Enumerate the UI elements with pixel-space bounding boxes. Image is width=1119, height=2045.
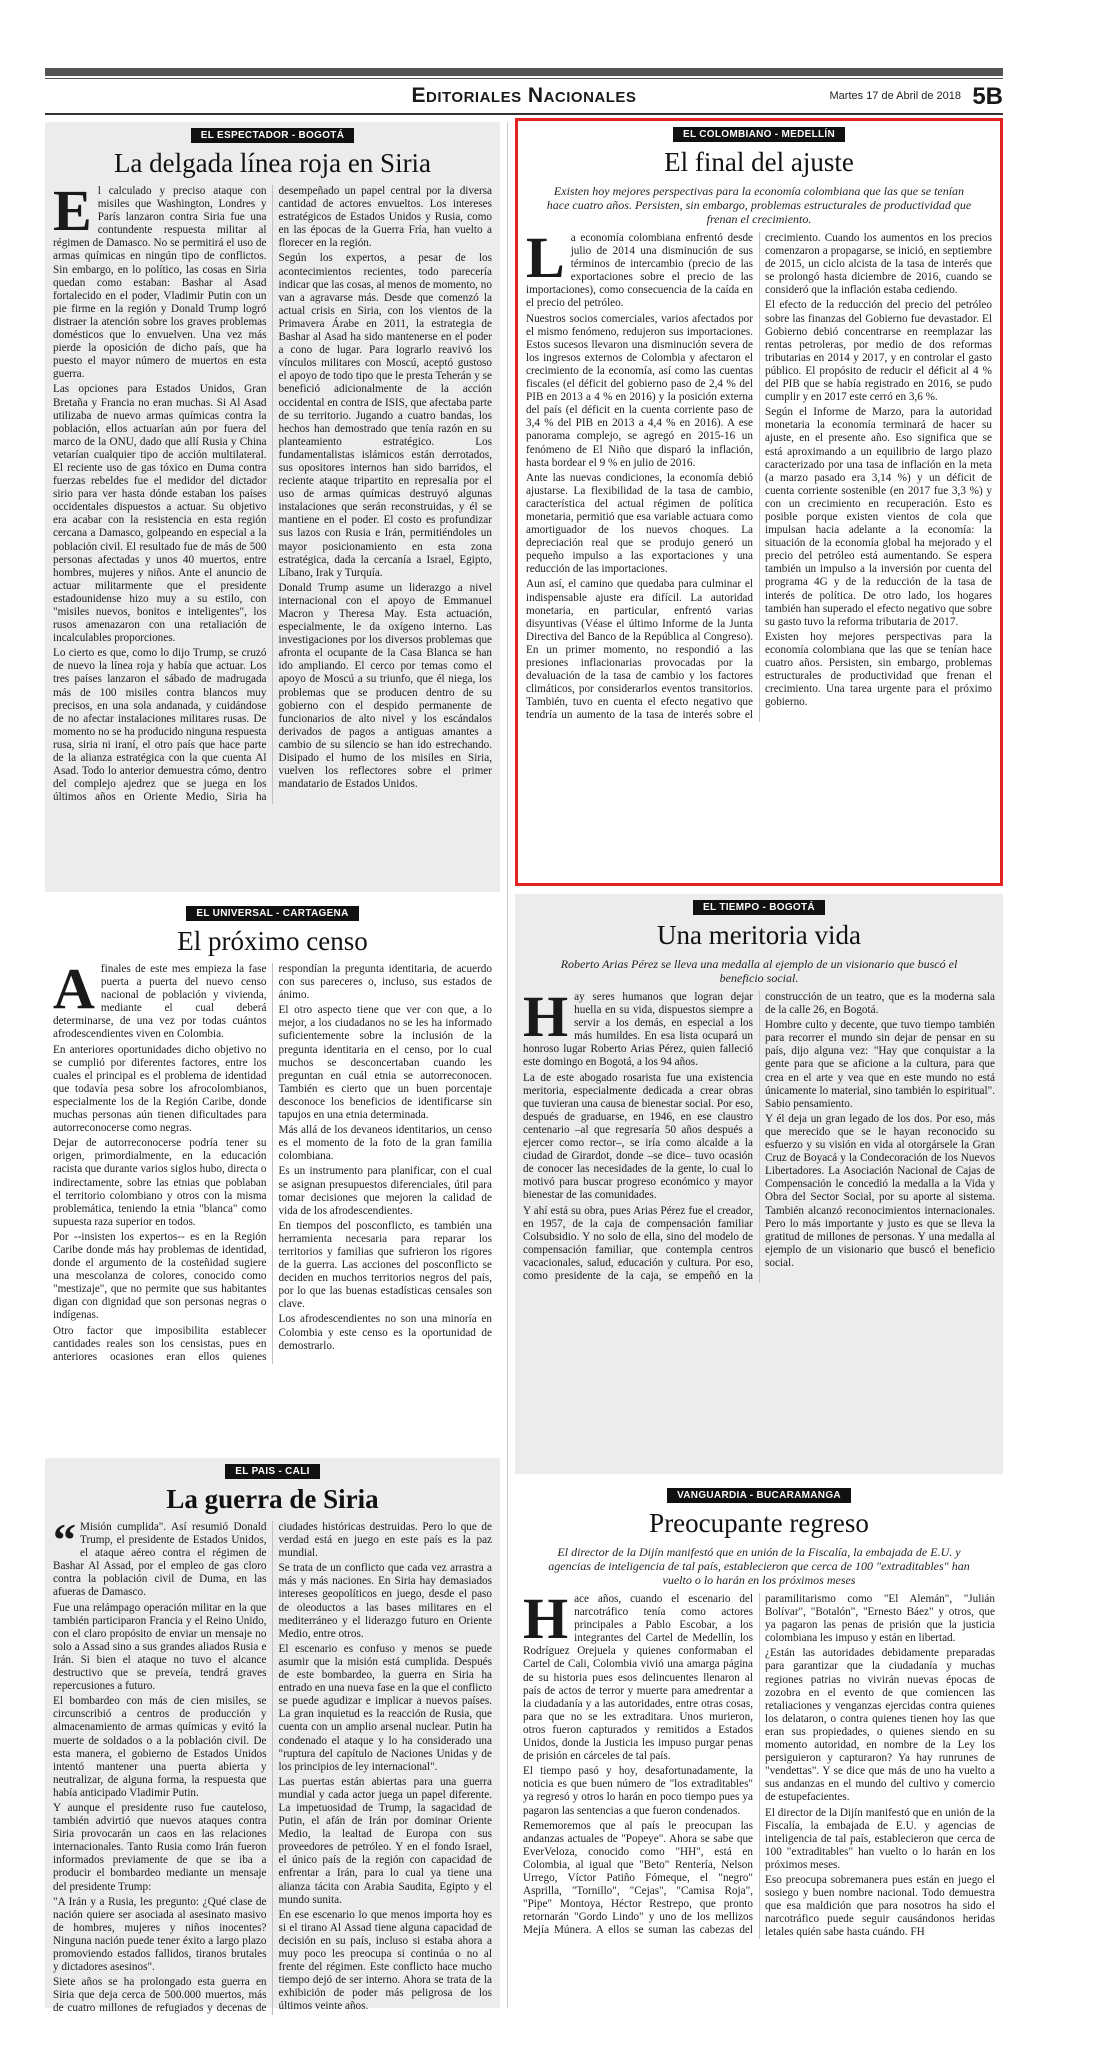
source-tag: EL UNIVERSAL - CARTAGENA bbox=[186, 906, 358, 921]
paragraph: ¿Están las autoridades debidamente preparadas para garantizar que la ciudadanía y muchas regiones patrias no vivirán nuevas épocas de zozobra en el evento de que comiencen las retaliaciones y venganzas ejercidas contra quienes los delataron, o contra quienes tienen hoy las que eran sus propiedades, o quienes siendo en su momento autoridad, en nombre de la Ley los persiguieron y capturaron? Ya hay runrunes de "vendettas". Y se dice que más de uno ha vuelto a sus andanzas en el mundo del cultivo y comercio de estupefacientes. bbox=[765, 1647, 995, 1804]
issue-date: Martes 17 de Abril de 2018 bbox=[829, 90, 961, 102]
article-espectador bbox=[45, 122, 500, 892]
paragraph: “ Misión cumplida". Así resumió Donald Trump, el presidente de Estados Unidos, el ataque aéreo contra el régimen de Bashar Al Assad, por el empleo de gas cloro contra la población civil de Duma, en las afueras de Damasco. bbox=[53, 1514, 267, 1599]
paragraph: Rememoremos que al país le preocupan las andanzas actuales de "Popeye". Ahora se sabe que EverVeloza, conocido como "HH", está en Colombia, al igual que "Beto" Rentería, Nelson Urrego, Víctor Patiño Fómeque, el "negro" Asprilla, "Tornillo", "Cejas", "Camisa Roja", "Pipe" Montoya, Héctor Restrepo, que pronto retornarán "Gordo Lindo" y uno de los mellizos Mejía Múnera. A ellos se suman las cabezas del paramilitarismo como "El Alemán", "Julián Bolívar", "Botalón", "Ernesto Báez" y otros, que ya pagaron las penas de prisión que la justicia colombiana les impuso y están en libertad. bbox=[523, 1593, 995, 1937]
paragraph: Otro factor que imposibilita establecer cantidades reales son los censistas, pues en anteriores ocasiones eran ellos quienes respondían la pregunta identitaria, de acuerdo con sus pareceres o, incluso, sus estados de ánimo. bbox=[53, 963, 492, 1363]
section-title: Editoriales Nacionales bbox=[411, 84, 637, 107]
paragraph: La economía colombiana enfrentó desde julio de 2014 una disminución de sus términos de intercambio (precio de las exportaciones sobre el precio de las importaciones), como consecuencia de la caída en el precio del petróleo. bbox=[526, 225, 753, 310]
paragraph: Y él deja un gran legado de los dos. Por eso, más que merecido que se le hayan reconocido su esfuerzo y su visión en vida al otorgársele la Gran Cruz de Boyacá y la Condecoración de los Nuevos Libertadores. La Asociación Nacional de Cajas de Compensación le concedió la medalla a la Vida y Obra del Sector Social, por su aporte al sistema. También alcanzó reconocimientos internacionales. Pero lo más importante y justo es que se lleva la gratitud de millones de personas. Y una medalla al ejemplo de un visionario que buscó el beneficio social. bbox=[765, 1112, 995, 1269]
article-vanguardia bbox=[515, 1482, 1003, 2008]
article-subhead: Existen hoy mejores perspectivas para la economía colombiana que las que se tenían hace cuatro años. Persisten, sin embargo, problemas estructurales de productividad que frenan el crecimiento. bbox=[546, 184, 972, 226]
paragraph: Y ahí está su obra, pues Arias Pérez fue el creador, en 1957, de la caja de compensación familiar Colsubsidio. Y no solo de ella, sino del modelo de compensación familiar, que contempla centros vacacionales, salud, educación y cultura. Por eso, como presidente de la caja, se empeñó en la construcción de un teatro, que es la moderna sala de la calle 26, en Bogotá. bbox=[523, 991, 995, 1282]
paragraph: Las puertas están abiertas para una guerra mundial y cada actor juega un papel diferente. La impetuosidad de Trump, la sagacidad de Putin, el afán de Irán por dominar Oriente Medio, la lealtad de Europa con sus proveedores de petróleo. Y en el fondo Israel, el único país de la región con capacidad de enfrentar a Irán, para lo cual ya tiene una alianza tácita con Arabia Saudita, Egipto y el mundo sunita. bbox=[278, 1775, 492, 1906]
paragraph: Aun así, el camino que quedaba para culminar el indispensable ajuste era difícil. La autoridad monetaria, en particular, enfrentó varias disyuntivas (Véase el último Informe de la Junta Directiva del Banco de la República al Congreso). En un primer momento, no respondió a las presiones inflacionarias provocadas por la devaluación de la tasa de cambio y los factores climáticos, por considerarlos eventos transitorios. También, tuvo en cuenta el efecto negativo que tendría un aumento de la tasa de interés sobre el crecimiento. Cuando los aumentos en los precios comenzaron a propagarse, se inició, en septiembre de 2015, un ciclo alcista de la tasa de interés que se prolongó hasta diciembre de 2016, cuando se consideró que la inflación estaba cediendo. bbox=[526, 232, 992, 722]
paragraph: Más allá de los devaneos identitarios, un censo es el momento de la foto de la gran familia colombiana. bbox=[278, 1124, 492, 1163]
paragraph: Por --insisten los expertos-- es en la Región Caribe donde más hay problemas de identidad, donde el argumento de la costeñidad sugiere una mescolanza de colores, conocido como "mestizaje", que no permite que sus habitantes digan con dignidad que son personas negras o indígenas. bbox=[53, 1230, 267, 1322]
paragraph: Siete años se ha prolongado esta guerra en Siria que deja cerca de 500.000 muertos, más de cuatro millones de refugiados y decenas de ciudades históricas destruidas. Pero lo que de verdad está en juego en este país es la paz mundial. bbox=[53, 1521, 492, 2015]
article-colombiano bbox=[515, 118, 1003, 886]
source-tag: EL COLOMBIANO - MEDELLÍN bbox=[673, 127, 845, 142]
paragraph: Existen hoy mejores perspectivas para la economía colombiana que las que se tenían hace cuatro años. Persisten, sin embargo, problemas estructurales de productividad que frenan el crecimiento. Una tarea urgente para el próximo gobierno. bbox=[765, 630, 992, 709]
drop-cap: E bbox=[53, 178, 92, 243]
article-headline: El próximo censo bbox=[177, 926, 368, 956]
article-body bbox=[526, 225, 992, 722]
paragraph: El efecto de la reducción del precio del petróleo sobre las finanzas del Gobierno fue devastador. El Gobierno debió concentrarse en reemplazar las rentas petroleras, por medio de dos reformas tributarias en 2014 y 2017, y en controlar el gasto público. El propósito de reducir el déficit al 4 % del PIB que se había registrado en 2016, se pudo cumplir y en 2017 este cerró en 3,6 %. bbox=[765, 299, 992, 404]
top-rule-thick bbox=[45, 68, 1003, 76]
paragraph: Las opciones para Estados Unidos, Gran Bretaña y Francia no eran muchas. Si Al Asad utilizaba de nuevo armas químicas contra la población, ellos actuarían aún por fuera del marco de la ONU, dado que allí Rusia y China vetarían cualquier tipo de acción multilateral. El reciente uso de gas tóxico en Duma contra fuerzas rebeldes fue el medidor del dictador sirio para ver hasta dónde estaban los países occidentales dispuestos a actuar. Su objetivo era acabar con la resistencia en esta región cercana a Damasco, golpeando en especial a la población civil. El resultado fue de más de 500 personas afectadas y unos 40 muertos, entre hombres, mujeres y niños. Ante el anuncio de actuar militarmente que el presidente estadounidense hizo muy a su estilo, con "misiles nuevos, bonitos e inteligentes", los rusos amenazaron con una retaliación de incalculables proporciones. bbox=[53, 383, 267, 645]
paragraph: Los afrodescendientes no son una minoría en Colombia y este censo es la oportunidad de demostrarlo. bbox=[278, 1313, 492, 1352]
article-headline: Preocupante regreso bbox=[649, 1508, 869, 1538]
paragraph: Hay seres humanos que logran dejar huella en su vida, dispuestos siempre a servir a los demás, en especial a los más humildes. En esa lista ocupará un honroso lugar Roberto Arias Pérez, quien falleció este domingo en Bogotá, a los 94 años. bbox=[523, 984, 753, 1069]
article-body bbox=[523, 1586, 995, 1939]
article-tiempo bbox=[515, 894, 1003, 1474]
paragraph: Hace años, cuando el escenario del narcotráfico tenía como actores principales a Pablo Escobar, a los integrantes del Cartel de Medellín, los Rodríguez Orejuela y quienes conformaban el Cartel de Cali, Colombia vivió una amarga página de su historia pues esos delincuentes llenaron al país de actos de terror y muerte para amedrentar a la ciudadanía y a las autoridades, entre otras cosas, para que no se les extraditara. Unos murieron, otros fueron capturados y remitidos a Estados Unidos, donde la Justicia les impuso purgar penas de prisión en cárceles de tal país. bbox=[523, 1586, 753, 1763]
paragraph: Nuestros socios comerciales, varios afectados por el mismo fenómeno, redujeron sus importaciones. Estos sucesos llevaron una disminución severa de los ingresos externos de Colombia y afectaron el crecimiento de la economía, así como las cuentas fiscales (el déficit del gobierno paso de 2,4 % del PIB en 2013 a 4 % en 2016) y la posición externa del país (el déficit en la cuenta corriente paso de 3,4 % del PIB en 2013 a 4,4 % en 2016). A ese panorama complejo, se agregó en 2015-16 un fenómeno de El Niño que disparó la inflación, hasta bordear el 9 % en julio de 2016. bbox=[526, 312, 753, 469]
paragraph: Es un instrumento para planificar, con el cual se asignan presupuestos diferenciales, útil para tomar decisiones que mejoren la calidad de vida de los afrodescendientes. bbox=[278, 1165, 492, 1217]
source-tag: EL PAIS - CALI bbox=[225, 1464, 319, 1479]
article-universal bbox=[45, 900, 500, 1450]
paragraph: Lo cierto es que, como lo dijo Trump, se cruzó de nuevo la línea roja y había que actuar. Los tres países lanzaron el sábado de madrugada más de 100 misiles contra blancos muy precisos, en una sola andanada, y cuidándose de no afectar instalaciones militares rusas. De momento no se ha producido ninguna respuesta rusa, siria ni iraní, el otro país que hace parte de la alianza estratégica con la que cuenta Al Asad. Todo lo anterior demuestra cómo, dentro del complejo ajedrez que se juega en los últimos años en Oriente Medio, Siria ha desempeñado un papel central por la diversa cantidad de actores envueltos. Los intereses estratégicos de Estados Unidos y Rusia, como en las épocas de la Guerra Fría, han vuelto a florecer en la región. bbox=[53, 185, 492, 804]
header-rule bbox=[45, 113, 1003, 115]
page-number: 5B bbox=[972, 83, 1003, 110]
paragraph: Y aunque el presidente ruso fue cauteloso, también advirtió que nuevos ataques contra Siria provocarán un caos en las relaciones internacionales. Tanto Rusia como Irán fueron informados previamente de que se iba a producir el bombardeo mediante un mensaje del presidente Trump: bbox=[53, 1801, 267, 1893]
paragraph: En anteriores oportunidades dicho objetivo no se cumplió por diferentes factores, entre los cuales el principal es el problema de identidad que todavía pesa sobre los afrocolombianos, especialmente los de la Región Caribe, donde muchas personas aún tienen dificultades para autorreconocerse como negras. bbox=[53, 1043, 267, 1135]
article-headline: La guerra de Siria bbox=[166, 1484, 379, 1514]
paragraph: Ante las nuevas condiciones, la economía debió ajustarse. La flexibilidad de la tasa de cambio, característica del actual régimen de política monetaria, permitió que esa variable actuara como amortiguador de los nuevos choques. La depreciación real que se produjo generó un pequeño impulso a las exportaciones y una reducción de las importaciones. bbox=[526, 471, 753, 576]
article-headline: El final del ajuste bbox=[664, 147, 854, 177]
column-divider bbox=[507, 122, 508, 2008]
article-pais bbox=[45, 1458, 500, 2015]
article-subhead: El director de la Dijín manifestó que en unión de la Fiscalía, la embajada de E.U. y agencias de inteligencia de tal país, establecieron que cerca de 100 "extraditables" han vuelto o lo harán en los próximos meses bbox=[548, 1545, 970, 1587]
paragraph: Según el Informe de Marzo, para la autoridad monetaria la economía terminará de hacer su ajuste, en el presente año. Eso significa que se está aproximando a un equilibrio de largo plazo caracterizado por una tasa de inflación en la meta (a marzo pasado era 3,14 %) y un déficit de cuenta corriente sostenible (en 2017 fue 3,3 %) y con un crecimiento en recuperación. Esto es posible porque existen vientos de cola que impulsan hacia adelante a la economía: la situación de la economía global ha mejorado y el precio del petróleo está aumentando. Se espera también un impulso a la inversión por cuenta del programa 4G y de la reducción de la tasa de interés de política. De otro lado, los hogares también han superado el efecto negativo que sobre su gasto tuvo la reforma tributaria de 2017. bbox=[765, 406, 992, 628]
paragraph: La de este abogado rosarista fue una existencia meritoria, especialmente dedicada a crear obras que tuvieran una causa de bienestar social. Por eso, después de graduarse, en 1946, en ese claustro centenario –al que regresaría 50 años después a ejercer como rector–, se iría como alcalde a la ciudad de Girardot, donde –se dice– tuvo ocasión de conocer las necesidades de la gente, lo cual lo motivó para buscar progreso económico y mayor bienestar de las comunidades. bbox=[523, 1071, 753, 1202]
paragraph: Se trata de un conflicto que cada vez arrastra a más y más naciones. En Siria hay demasiados intereses geopolíticos en juego, desde el paso de oleoductos a las bases militares en el mediterráneo y el liderazgo futuro en Oriente Medio, entre otros. bbox=[278, 1562, 492, 1640]
drop-cap: A bbox=[53, 956, 95, 1021]
paragraph: A finales de este mes empieza la fase puerta a puerta del nuevo censo nacional de población y vivienda, mediante el cual deberá determinarse, de una vez por todas cuántos afrodescendientes viven en Colombia. bbox=[53, 956, 267, 1041]
paragraph: El tiempo pasó y hoy, desafortunadamente, la noticia es que buen número de "los extraditables" ya regresó y otros lo harán en poco tiempo pues ya pagaron las sentencias a que fueron condenados. bbox=[523, 1765, 753, 1817]
drop-cap: L bbox=[526, 225, 565, 290]
paragraph: Hombre culto y decente, que tuvo tiempo también para recorrer el mundo sin dejar de pensar en su país, dijo alguna vez: "Hay que conquistar a la gente para que se aficione a la cultura, para que crea en el arte y vea que en este mundo no está únicamente lo material, sino también lo espiritual". Sabio pensamiento. bbox=[765, 1019, 995, 1110]
paragraph: El calculado y preciso ataque con misiles que Washington, Londres y París lanzaron contra Siria fue una contundente respuesta militar al régimen de Damasco. No se permitirá el uso de armas químicas en ningún tipo de conflictos. Sin embargo, en lo político, las cosas en Siria quedan como estaban: Bashar al Asad fortalecido en el poder, Vladimir Putin con un pie firme en la región y Donald Trump logró distraer la atención sobre los graves problemas domésticos que lo envuelven. Una vez más pierde la oposición de dicho país, que ha puesto el mayor número de muertos en esta guerra. bbox=[53, 178, 267, 381]
paragraph: Donald Trump asume un liderazgo a nivel internacional con el apoyo de Emmanuel Macron y Theresa May. Esta actuación, especialmente, le da oxígeno interno. Las investigaciones por los diversos problemas que afronta el ocupante de la Casa Blanca se han ido ampliando. El cerco por temas como el apoyo de Moscú a su triunfo, que él niega, los problemas que se producen dentro de su gobierno con el despido permanente de funcionarios de alto nivel y los escándalos derivados de pagos a antiguas amantes a cambio de su silencio se han ido estrechando. Disipado el humo de los misiles en Siria, vuelven los reflectores sobre el primer mandatario de Estados Unidos. bbox=[278, 581, 492, 791]
paragraph: En tiempos del posconflicto, es también una herramienta necesaria para reparar los territorios y familias que sufrieron los rigores de la guerra. Las acciones del posconflicto se deciden en muchos territorios negros del país, por lo que las buenas estadísticas censales son clave. bbox=[278, 1219, 492, 1311]
article-headline: La delgada línea roja en Siria bbox=[113, 148, 432, 178]
paragraph: En ese escenario lo que menos importa hoy es si el tirano Al Assad tiene alguna capacidad de decisión en su país, incluso si estaba ahora a muy poco les preocupa si continúa o no al frente del régimen. Este conflicto hace mucho tiempo dejó de ser interno. Ahora se trata de la exhibición de poder más peligrosa de los últimos veinte años. bbox=[278, 1908, 492, 2013]
paragraph: El otro aspecto tiene que ver con que, a lo mejor, a los ciudadanos no se les ha informado suficientemente sobre la inclusión de la pregunta identitaria en el censo, por lo cual muchos se desconcertaban cuando les preguntan en cuál etnia se autorreconocen. También es cierto que un buen porcentaje desconoce los beneficios de identificarse sin tapujos en una etnia determinada. bbox=[278, 1004, 492, 1122]
article-body bbox=[523, 984, 995, 1283]
article-body bbox=[53, 178, 492, 804]
drop-cap: H bbox=[523, 1586, 569, 1651]
paragraph: El escenario es confuso y menos se puede asumir que la misión está cumplida. Después de este bombardeo, la guerra en Siria ha entrado en una nueva fase en la que el conflicto se puede agudizar e implicar a nuevos países. La gran inquietud es la reacción de Rusia, que cuenta con un amplio arsenal nuclear. Putin ha condenado el ataque y lo ha considerado una "ruptura del capítulo de Naciones Unidas y de los principios de ley internacional". bbox=[278, 1642, 492, 1773]
paragraph: El bombardeo con más de cien misiles, se circunscribió a centros de producción y almacenamiento de armas químicas y evitó la muerte de soldados o a la población civil. De esta manera, el gobierno de Estados Unidos intentó mantener una puerta abierta y neutralizar, de alguna forma, la respuesta que había anticipado Vladimir Putin. bbox=[53, 1695, 267, 1799]
article-body bbox=[53, 956, 492, 1364]
drop-cap: H bbox=[523, 984, 569, 1049]
article-body bbox=[53, 1514, 492, 2015]
paragraph: Dejar de autorreconocerse podría tener su origen, primordialmente, en la educación racista que durante varios siglos hubo, directa o indirectamente, sobre las etnias que poblaban el territorio colombiano y otros con la misma problemática, teniendo la etnia "blanca" como supuesta raza superior en todos. bbox=[53, 1137, 267, 1228]
source-tag: EL ESPECTADOR - BOGOTÁ bbox=[191, 128, 354, 143]
quote-mark: “ bbox=[53, 1514, 76, 1565]
paragraph: Fue una relámpago operación militar en la que también participaron Francia y el Reino Unido, con el claro propósito de enviar un mensaje no solo a Assad sino a sus grandes aliados Rusia e Irán. Si bien el ataque no tuvo el alcance destructivo que se preveía, tendrá graves repercusiones a futuro. bbox=[53, 1601, 267, 1693]
newspaper-page bbox=[45, 68, 1003, 2015]
article-headline: Una meritoria vida bbox=[657, 920, 861, 950]
source-tag: VANGUARDIA - BUCARAMANGA bbox=[667, 1488, 851, 1503]
source-tag: EL TIEMPO - BOGOTÁ bbox=[693, 900, 825, 915]
top-rule-thin bbox=[45, 78, 1003, 79]
paragraph: Según los expertos, a pesar de los acontecimientos recientes, todo parecería indicar que las cosas, al menos de momento, no van a agravarse más. Desde que comenzó la actual crisis en Siria, con los vientos de la Primavera Árabe en 2011, la estrategia de Bashar al Asad ha sido mantenerse en el poder a cono de lugar. Para lograrlo reavivó los vínculos militares con Moscú, aceptó gustoso el apoyo de todo tipo que le presta Teherán y se benefició adicionalmente de la acción occidental en contra de ISIS, que afectaba parte de su territorio. Jugando a cuatro bandas, los hechos han demostrado que tenía razón en su planteamiento estratégico. Los fundamentalistas islámicos están derrotados, sus opositores internos han sido barridos, el reciente ataque tripartito en represalia por el uso de armas químicas destruyó algunas instalaciones que serán reconstruidas, y él se mantiene en el poder. El costo es profundizar sus lazos con Rusia e Irán, permitiéndoles un mayor posicionamiento en esta zona estratégica, dada la cercanía a Israel, Egipto, Líbano, Irak y Turquía. bbox=[278, 252, 492, 579]
paragraph: Eso preocupa sobremanera pues están en juego el sosiego y buen nombre nacional. Todo demuestra que esa maldición que para nosotros ha sido el narcotráfico puede seguir causándonos heridas letales quién sabe hasta cuándo. FH bbox=[765, 1873, 995, 1939]
paragraph: "A Irán y a Rusia, les pregunto: ¿Qué clase de nación quiere ser asociada al asesinato masivo de hombres, mujeres y niños inocentes? Ninguna nación puede tener éxito a largo plazo promoviendo estados fallidos, tiranos brutales y dictadores asesinos". bbox=[53, 1895, 267, 1974]
article-subhead: Roberto Arias Pérez se lleva una medalla al ejemplo de un visionario que buscó el beneficio social. bbox=[560, 957, 958, 985]
paragraph: El director de la Dijín manifestó que en unión de la Fiscalía, la embajada de E.U. y agencias de inteligencia de tal país, establecieron que cerca de 100 "extraditables" han vuelto o lo harán en los próximos meses. bbox=[765, 1806, 995, 1871]
